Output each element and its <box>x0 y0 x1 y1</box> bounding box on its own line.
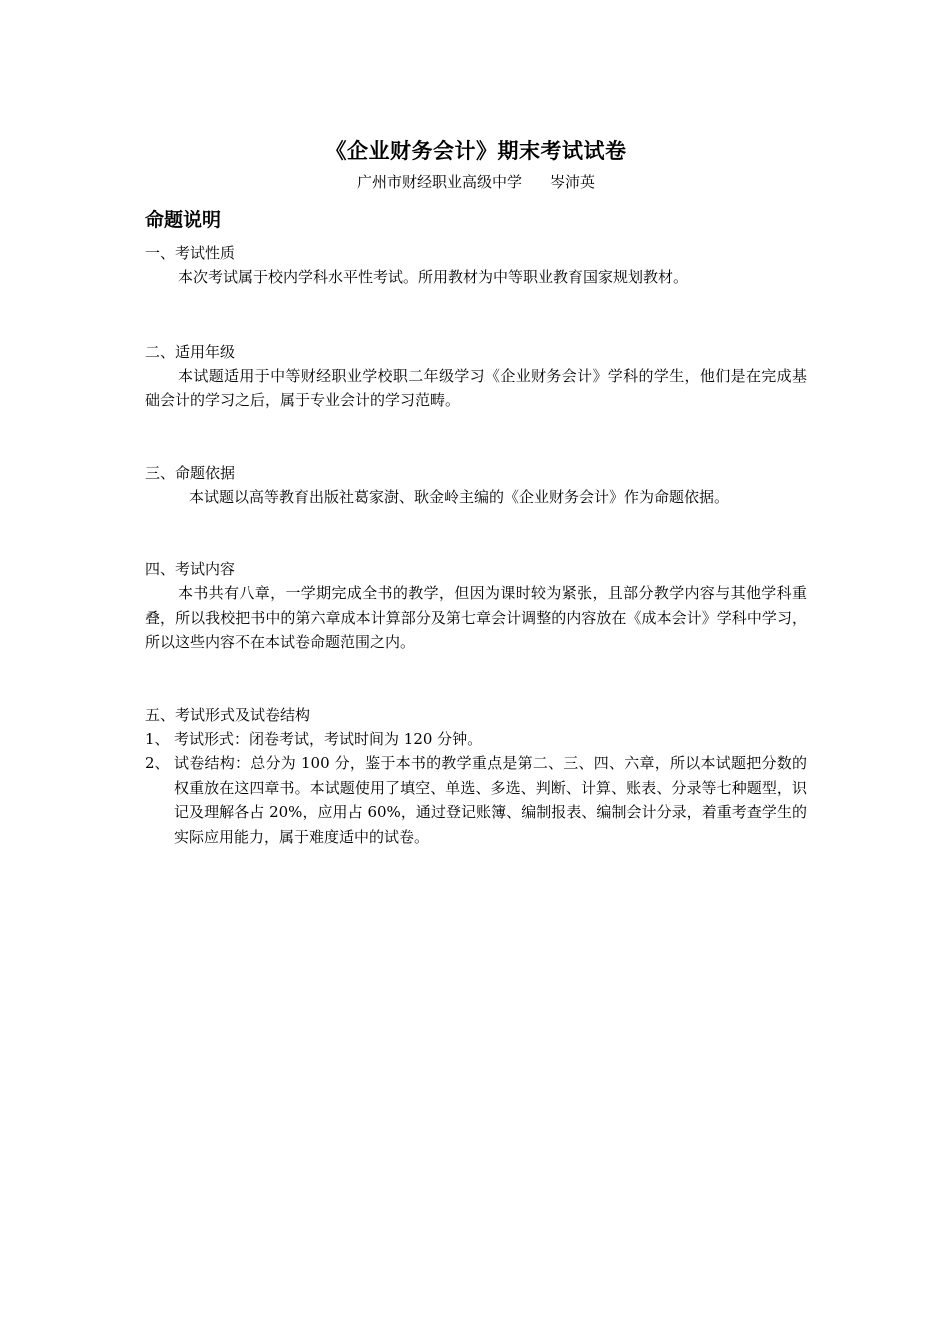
section-heading: 命题说明 <box>145 209 222 231</box>
list-item-number: 2、 <box>145 754 170 772</box>
list-item-number: 1、 <box>145 729 170 748</box>
section-1-heading: 一、考试性质 <box>145 244 236 262</box>
section-1-paragraph: 本次考试属于校内学科水平性考试。所用教材为中等职业教育国家规划教材。 <box>178 268 689 286</box>
author-name: 岑沛英 <box>550 173 596 191</box>
list-item <box>145 751 807 849</box>
section-2-heading: 二、适用年级 <box>145 342 236 361</box>
document-body <box>145 136 807 849</box>
document-title: 《企业财务会计》期末考试试卷 <box>325 139 627 163</box>
section-3-heading: 三、命题依据 <box>145 463 236 482</box>
list-item-text: 考试形式：闭卷考试，考试时间为 120 分钟。 <box>174 729 483 748</box>
section-3-paragraph: 本试题以高等教育出版社葛家澍、耿金岭主编的《企业财务会计》作为命题依据。 <box>189 487 730 506</box>
author-school: 广州市财经职业高级中学 <box>356 173 522 191</box>
section-5-heading: 五、考试形式及试卷结构 <box>145 705 311 724</box>
section-4-heading: 四、考试内容 <box>145 560 236 578</box>
list-item-text: 试卷结构：总分为 100 分，鉴于本书的教学重点是第二、三、四、六章，所以本试题把分数的权重放在这四章书。本试题使用了填空、单选、多选、判断、计算、账表、分录等七种题型，识记及理解各占 20%，应用占 60%，通过登记账簿、编制报表、编制会计分录，着重考查学生的实际应用能力，属于难度适中的试卷。 <box>174 754 807 846</box>
section-4-paragraph: 本书共有八章，一学期完成全书的教学，但因为课时较为紧张，且部分教学内容与其他学科重叠，所以我校把书中的第六章成本计算部分及第七章会计调整的内容放在《成本会计》学科中学习，所以这些内容不在本试卷命题范围之内。 <box>145 584 807 651</box>
section-2-paragraph: 本试题适用于中等财经职业学校职二年级学习《企业财务会计》学科的学生，他们是在完成基础会计的学习之后，属于专业会计的学习范畴。 <box>145 366 807 409</box>
list-item <box>145 727 807 752</box>
author-line <box>145 171 807 193</box>
